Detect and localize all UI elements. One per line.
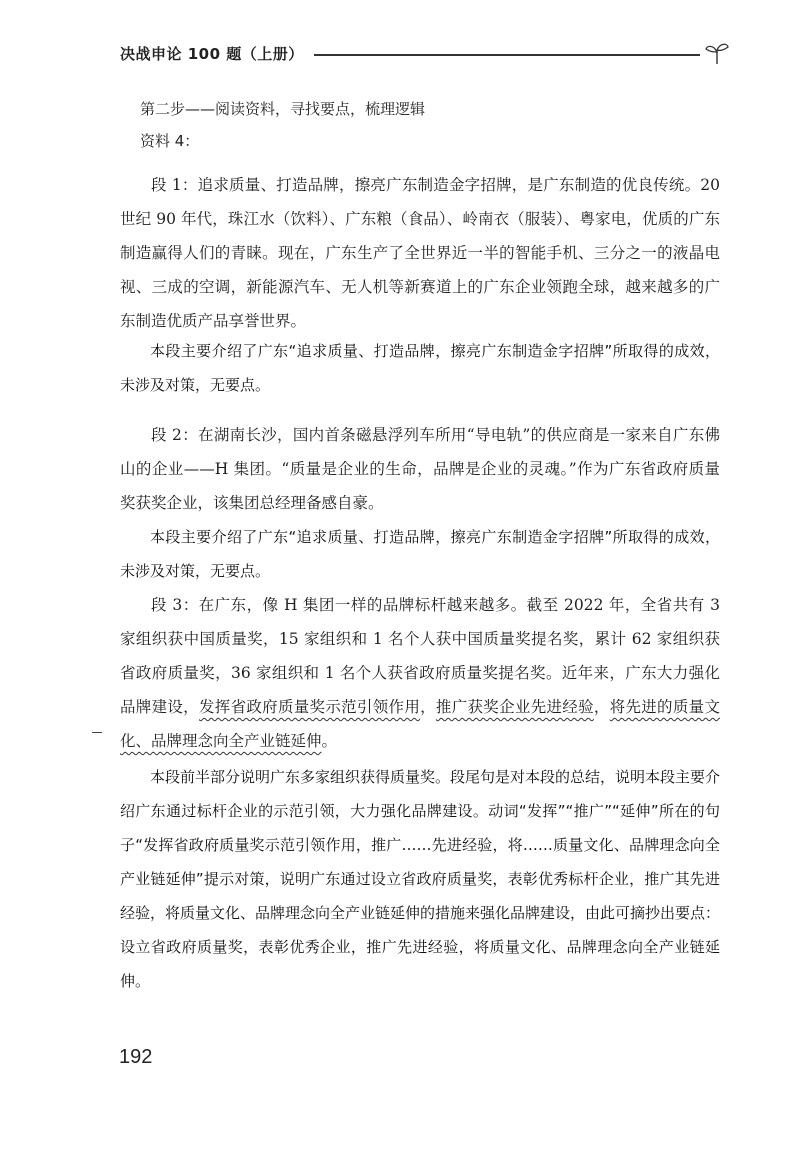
material-paragraph-1: 段 1：追求质量、打造品牌，擦亮广东制造金字招牌，是广东制造的优良传统。20 世纪 90 年代，珠江水（饮料）、广东粮（食品）、岭南衣（服装）、粤家电，优质的广东制造赢得人们的青睐。现在，广东生产了全世界近一半的智能手机、三分之一的液晶电视、三成的空调，新能源汽车、无人机等新赛道上的广东企业领跑全球，越来越多的广东制造优质产品享誉世界。: [120, 176, 720, 330]
material-paragraph-3: [120, 588, 720, 758]
analysis-paragraph-2: 本段主要介绍了广东“追求质量、打造品牌，擦亮广东制造金字招牌”所取得的成效，未涉及对策，无要点。: [120, 528, 720, 580]
underlined-phrase-1: 发挥省政府质量奖示范引领作用: [198, 698, 421, 716]
separator-2: ，: [593, 698, 610, 716]
paragraph-3-end: 。: [321, 732, 338, 750]
analysis-paragraph-3: 本段前半部分说明广东多家组织获得质量奖。段尾句是对本段的总结，说明本段主要介绍广东通过标杆企业的示范引领，大力强化品牌建设。动词“发挥”“推广”“延伸”所在的句子“发挥省政府质量奖示范引领作用，推广……先进经验，将……质量文化、品牌理念向全产业链延伸”提示对策，说明广东通过设立省政府质量奖，表彰优秀标杆企业，推广其先进经验，将质量文化、品牌理念向全产业链延伸的措施来强化品牌建设，由此可摘抄出要点：设立省政府质量奖，表彰优秀企业，推广先进经验，将质量文化、品牌理念向全产业链延伸。: [120, 768, 721, 990]
running-header: [120, 38, 730, 68]
sprout-icon: [704, 41, 730, 65]
underlined-phrase-2: 推广获奖企业先进经验: [435, 698, 594, 716]
separator-1: ，: [420, 698, 436, 716]
material-label: 资料 4：: [140, 132, 200, 150]
paragraph-3-lead: 段 3：在广东，像 H 集团一样的品牌标杆越来越多。截至 2022 年，全省共有 3 家组织获中国质量奖，15 家组织和 1 名个人获中国质量奖提名奖，累计 62 家组织获省政府质量奖，36 家组织和 1 名个人获省政府质量奖提名奖。近年来，广东大力强化品牌建设，: [120, 596, 720, 716]
material-paragraph-2: 段 2：在湖南长沙，国内首条磁悬浮列车所用“导电轨”的供应商是一家来自广东佛山的企业——H 集团。“质量是企业的生命，品牌是企业的灵魂。”作为广东省政府质量奖获奖企业，该集团总经理备感自豪。: [120, 426, 720, 512]
page-number: 192: [119, 1046, 153, 1068]
margin-mark: [92, 732, 102, 733]
analysis-paragraph-1: 本段主要介绍了广东“追求质量、打造品牌，擦亮广东制造金字招牌”所取得的成效，未涉及对策，无要点。: [120, 342, 720, 394]
underlined-phrase-3: 将先进的质量文化、品牌理念向全产业链延伸: [120, 698, 720, 750]
step-title: 第二步——阅读资料，寻找要点，梳理逻辑: [140, 100, 426, 118]
header-title: 决战申论 100 题（上册）: [120, 44, 304, 63]
header-rule: [314, 54, 700, 56]
